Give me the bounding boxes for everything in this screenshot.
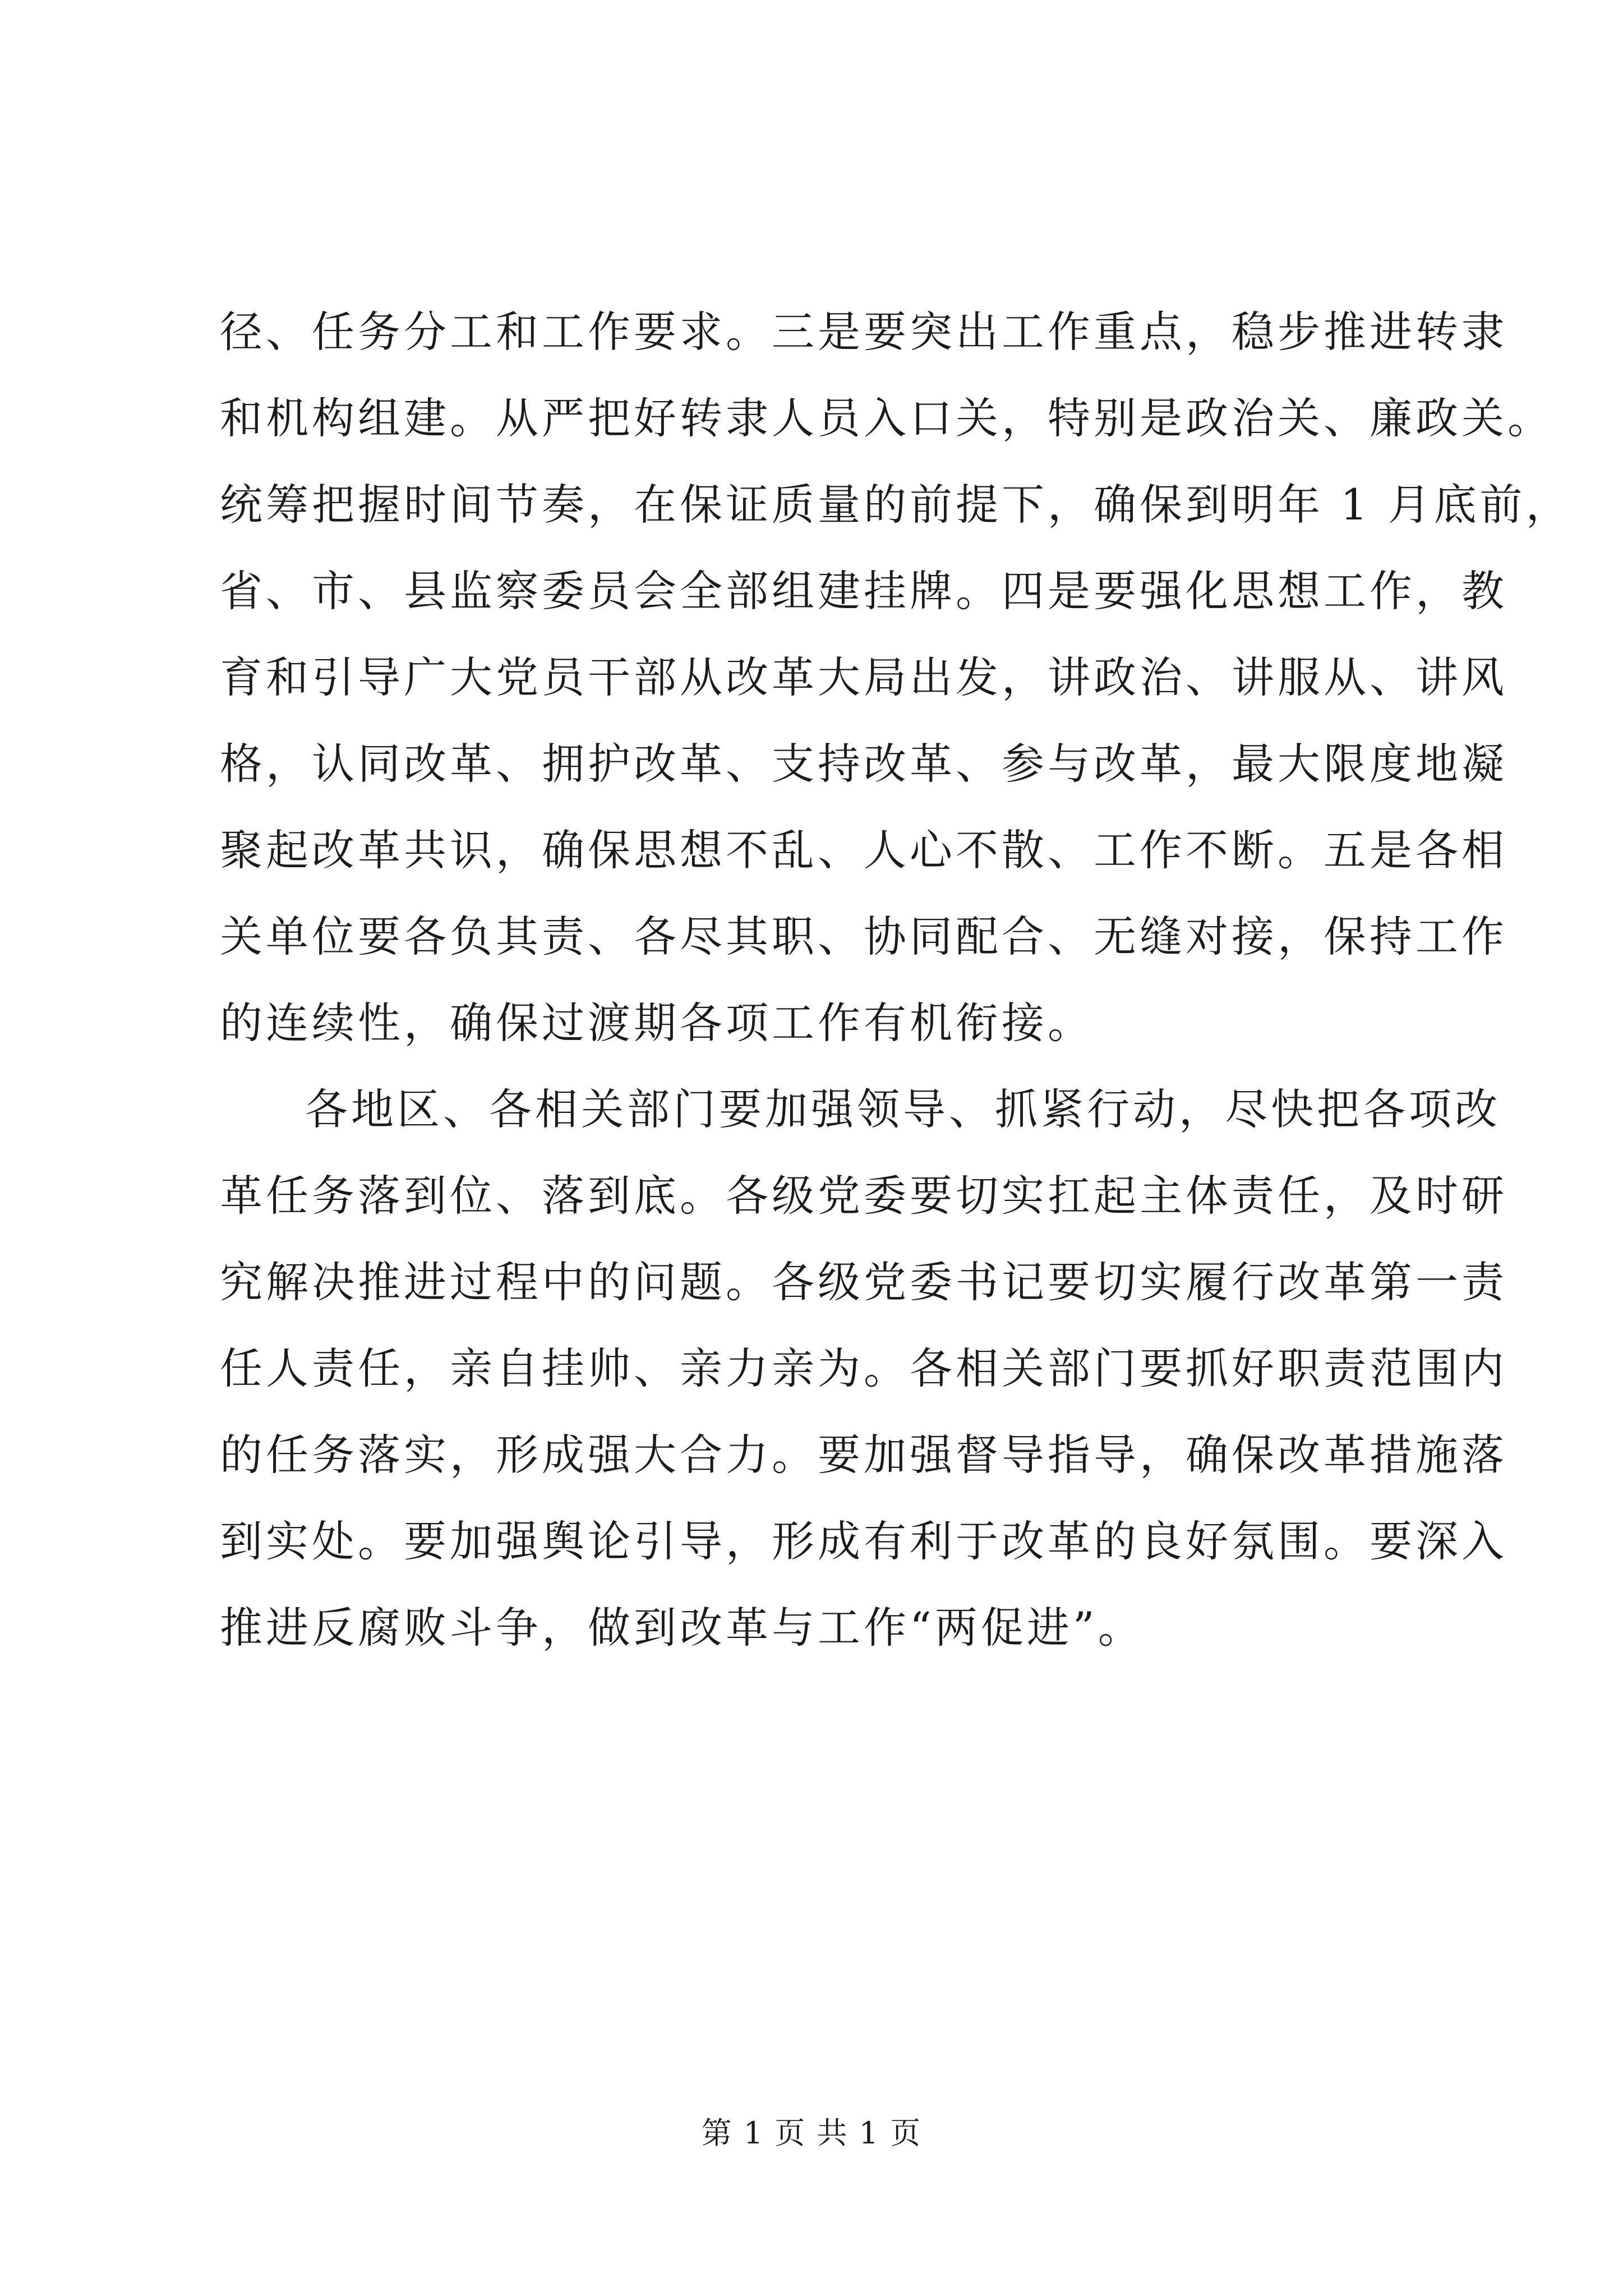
text-line: 和机构组建。从严把好转隶人员入口关，特别是政治关、廉政关。 (220, 393, 1553, 443)
text-line: 径、任务分工和工作要求。三是要突出工作重点，稳步推进转隶 (220, 307, 1507, 357)
text-line: 育和引导广大党员干部从改革大局出发，讲政治、讲服从、讲风 (220, 652, 1507, 702)
text-line: 任人责任，亲自挂帅、亲力亲为。各相关部门要抓好职责范围内 (220, 1343, 1507, 1393)
text-line: 聚起改革共识，确保思想不乱、人心不散、工作不断。五是各相 (220, 825, 1507, 875)
text-line: 究解决推进过程中的问题。各级党委书记要切实履行改革第一责 (220, 1257, 1507, 1307)
document-body (220, 300, 1572, 1682)
paragraph-1 (220, 300, 1572, 1078)
text-line: 的任务落实，形成强大合力。要加强督导指导，确保改革措施落 (220, 1430, 1507, 1480)
text-line: 的连续性，确保过渡期各项工作有机衔接。 (220, 998, 1094, 1048)
text-line: 关单位要各负其责、各尽其职、协同配合、无缝对接，保持工作 (220, 912, 1507, 961)
text-line: 各地区、各相关部门要加强领导、抓紧行动，尽快把各项改 (305, 1084, 1501, 1134)
text-line: 省、市、县监察委员会全部组建挂牌。四是要强化思想工作，教 (220, 566, 1507, 616)
text-line: 推进反腐败斗争，做到改革与工作“两促进”。 (220, 1603, 1144, 1653)
text-line: 统筹把握时间节奏，在保证质量的前提下，确保到明年 1 月底前， (220, 480, 1572, 530)
text-line: 到实处。要加强舆论引导，形成有利于改革的良好氛围。要深入 (220, 1516, 1507, 1566)
text-line: 革任务落到位、落到底。各级党委要切实扛起主体责任，及时研 (220, 1171, 1507, 1221)
page-number: 第 1 页 共 1 页 (701, 2115, 922, 2151)
page-footer (0, 2115, 1623, 2151)
paragraph-2 (220, 1078, 1507, 1682)
text-line: 格，认同改革、拥护改革、支持改革、参与改革，最大限度地凝 (220, 739, 1507, 789)
